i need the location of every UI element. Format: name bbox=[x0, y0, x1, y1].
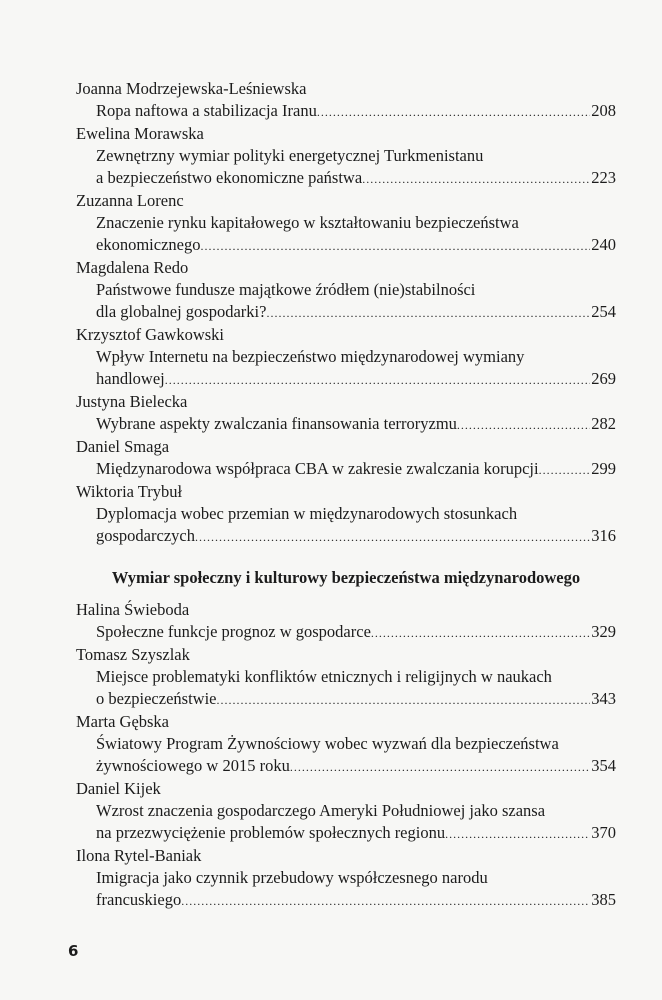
entry-title-line bbox=[76, 822, 616, 845]
entry-author: Wiktoria Trybuł bbox=[76, 482, 183, 501]
dot-leader bbox=[371, 622, 590, 644]
entry-title-line bbox=[76, 413, 616, 436]
toc-entry bbox=[76, 190, 616, 257]
entry-title-line bbox=[76, 525, 616, 548]
toc-entry bbox=[76, 324, 616, 391]
dot-leader bbox=[362, 168, 590, 190]
entry-author: Halina Świeboda bbox=[76, 600, 190, 619]
entry-author: Marta Gębska bbox=[76, 712, 170, 731]
entry-page-number: 223 bbox=[591, 168, 616, 187]
entry-title-text: Wybrane aspekty zwalczania finansowania terroryzmu bbox=[96, 414, 457, 433]
entry-title-line bbox=[76, 458, 616, 481]
entry-title-line: Wpływ Internetu na bezpieczeństwo międzynarodowej wymiany bbox=[96, 347, 525, 366]
toc-entry bbox=[76, 644, 616, 711]
entry-title-line bbox=[76, 234, 616, 257]
toc-entry bbox=[76, 845, 616, 912]
entry-title-line bbox=[76, 100, 616, 123]
entry-page-number: 385 bbox=[591, 890, 616, 909]
entry-author: Justyna Bielecka bbox=[76, 392, 188, 411]
entry-title-line: Zewnętrzny wymiar polityki energetycznej Turkmenistanu bbox=[96, 146, 484, 165]
entry-page-number: 254 bbox=[591, 302, 616, 321]
table-of-contents bbox=[76, 78, 616, 912]
entry-title-line bbox=[76, 301, 616, 324]
dot-leader bbox=[317, 101, 590, 123]
entry-author: Tomasz Szyszlak bbox=[76, 645, 190, 664]
dot-leader bbox=[290, 756, 590, 778]
entry-title-text: a bezpieczeństwo ekonomiczne państwa bbox=[96, 168, 363, 187]
entry-page-number: 299 bbox=[591, 459, 616, 478]
entry-page-number: 269 bbox=[591, 369, 616, 388]
dot-leader bbox=[195, 526, 590, 548]
entry-page-number: 343 bbox=[591, 689, 616, 708]
entry-author: Ilona Rytel-Baniak bbox=[76, 846, 202, 865]
entry-title-line: Światowy Program Żywnościowy wobec wyzwań dla bezpieczeństwa bbox=[96, 734, 559, 753]
toc-entry bbox=[76, 257, 616, 324]
entry-page-number: 354 bbox=[591, 756, 616, 775]
entry-page-number: 240 bbox=[591, 235, 616, 254]
entry-author: Magdalena Redo bbox=[76, 258, 189, 277]
entry-title-text: gospodarczych bbox=[96, 526, 195, 545]
entry-title-text: Międzynarodowa współpraca CBA w zakresie zwalczania korupcji bbox=[96, 459, 539, 478]
entry-title-text: ekonomicznego bbox=[96, 235, 201, 254]
entry-title-line bbox=[76, 889, 616, 912]
dot-leader bbox=[266, 302, 590, 324]
entry-title-line: Wzrost znaczenia gospodarczego Ameryki Południowej jako szansa bbox=[96, 801, 546, 820]
entry-title-line: Państwowe fundusze majątkowe źródłem (nie)stabilności bbox=[96, 280, 476, 299]
toc-entry bbox=[76, 123, 616, 190]
entry-title-text: żywnościowego w 2015 roku bbox=[96, 756, 290, 775]
entry-author: Daniel Kijek bbox=[76, 779, 161, 798]
entry-page-number: 316 bbox=[591, 526, 616, 545]
entry-title-line bbox=[76, 621, 616, 644]
page-number: 6 bbox=[68, 942, 79, 960]
entry-title-text: francuskiego bbox=[96, 890, 182, 909]
entry-title-text: Ropa naftowa a stabilizacja Iranu bbox=[96, 101, 317, 120]
toc-entry bbox=[76, 711, 616, 778]
dot-leader bbox=[216, 689, 590, 711]
dot-leader bbox=[445, 823, 590, 845]
toc-entry bbox=[76, 481, 616, 548]
section-heading: Wymiar społeczny i kulturowy bezpieczeństwa międzynarodowego bbox=[111, 568, 581, 587]
entry-author: Joanna Modrzejewska-Leśniewska bbox=[76, 79, 307, 98]
toc-entry bbox=[76, 78, 616, 123]
entry-page-number: 329 bbox=[591, 622, 616, 641]
dot-leader bbox=[539, 459, 591, 481]
entry-page-number: 282 bbox=[591, 414, 616, 433]
dot-leader bbox=[181, 890, 590, 912]
entry-title-line: Dyplomacja wobec przemian w międzynarodowych stosunkach bbox=[96, 504, 518, 523]
entry-page-number: 208 bbox=[591, 101, 616, 120]
toc-entry bbox=[76, 436, 616, 481]
entry-title-line: Miejsce problematyki konfliktów etnicznych i religijnych w naukach bbox=[96, 667, 552, 686]
dot-leader bbox=[457, 414, 590, 436]
entry-title-line: Znaczenie rynku kapitałowego w kształtowaniu bezpieczeństwa bbox=[96, 213, 519, 232]
entry-title-text: handlowej bbox=[96, 369, 165, 388]
entry-page-number: 370 bbox=[591, 823, 616, 842]
entry-title-line: Imigracja jako czynnik przebudowy współczesnego narodu bbox=[96, 868, 488, 887]
entry-title-text: dla globalnej gospodarki? bbox=[96, 302, 267, 321]
entry-title-text: o bezpieczeństwie bbox=[96, 689, 217, 708]
entry-title-text: Społeczne funkcje prognoz w gospodarce bbox=[96, 622, 371, 641]
dot-leader bbox=[200, 235, 590, 257]
entry-author: Zuzanna Lorenc bbox=[76, 191, 184, 210]
entry-author: Daniel Smaga bbox=[76, 437, 170, 456]
entry-title-line bbox=[76, 688, 616, 711]
toc-entry bbox=[76, 778, 616, 845]
dot-leader bbox=[165, 369, 591, 391]
entry-title-line bbox=[76, 755, 616, 778]
entry-title-line bbox=[76, 167, 616, 190]
entry-title-line bbox=[76, 368, 616, 391]
toc-entry bbox=[76, 391, 616, 436]
entry-author: Krzysztof Gawkowski bbox=[76, 325, 225, 344]
entry-title-text: na przezwyciężenie problemów społecznych regionu bbox=[96, 823, 446, 842]
toc-entry bbox=[76, 599, 616, 644]
entry-author: Ewelina Morawska bbox=[76, 124, 204, 143]
